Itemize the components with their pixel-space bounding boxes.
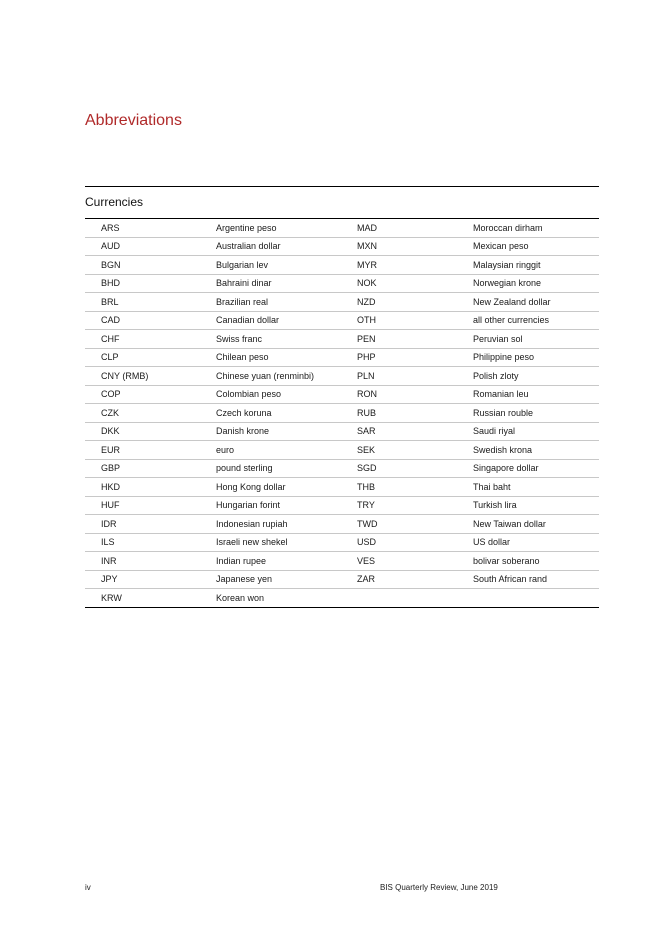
currency-code: TWD bbox=[357, 515, 473, 534]
currency-code: TRY bbox=[357, 496, 473, 515]
currencies-table bbox=[85, 186, 599, 608]
currency-code: SEK bbox=[357, 441, 473, 460]
currency-code: CHF bbox=[85, 330, 216, 349]
currency-name: Swiss franc bbox=[216, 330, 357, 349]
currency-code: PLN bbox=[357, 367, 473, 386]
currency-name: Colombian peso bbox=[216, 385, 357, 404]
currency-code: COP bbox=[85, 385, 216, 404]
table-row bbox=[85, 552, 599, 571]
currency-name bbox=[473, 589, 599, 607]
currency-code: VES bbox=[357, 552, 473, 571]
currency-name: Czech koruna bbox=[216, 404, 357, 423]
currency-name: Australian dollar bbox=[216, 237, 357, 256]
currency-code: CZK bbox=[85, 404, 216, 423]
currency-code: RON bbox=[357, 385, 473, 404]
currency-name: Turkish lira bbox=[473, 496, 599, 515]
currency-code: EUR bbox=[85, 441, 216, 460]
table-row bbox=[85, 459, 599, 478]
currency-name: Hungarian forint bbox=[216, 496, 357, 515]
table-row bbox=[85, 441, 599, 460]
table-row bbox=[85, 367, 599, 386]
currency-code: SAR bbox=[357, 422, 473, 441]
currency-name: Korean won bbox=[216, 589, 357, 607]
currency-code: CNY (RMB) bbox=[85, 367, 216, 386]
currency-code: OTH bbox=[357, 311, 473, 330]
currency-code: CAD bbox=[85, 311, 216, 330]
currency-code: PEN bbox=[357, 330, 473, 349]
currency-code: MYR bbox=[357, 256, 473, 275]
currency-name: Philippine peso bbox=[473, 348, 599, 367]
table-row bbox=[85, 330, 599, 349]
currency-code: KRW bbox=[85, 589, 216, 607]
table-caption: Currencies bbox=[85, 187, 599, 219]
currency-code: RUB bbox=[357, 404, 473, 423]
currency-code: ARS bbox=[101, 222, 120, 233]
currency-name: Malaysian ringgit bbox=[473, 256, 599, 275]
currency-rows bbox=[85, 219, 599, 607]
currency-code: HKD bbox=[85, 478, 216, 497]
table-row bbox=[85, 404, 599, 423]
currency-code: MXN bbox=[357, 237, 473, 256]
currency-name: Hong Kong dollar bbox=[216, 478, 357, 497]
table-row bbox=[85, 422, 599, 441]
currency-name: Moroccan dirham bbox=[473, 222, 543, 233]
currency-name: Danish krone bbox=[216, 422, 357, 441]
currency-name: New Taiwan dollar bbox=[473, 515, 599, 534]
table-row bbox=[85, 311, 599, 330]
table-row bbox=[85, 293, 599, 312]
page-title: Abbreviations bbox=[85, 112, 182, 129]
currency-name: Singapore dollar bbox=[473, 459, 599, 478]
table-row bbox=[85, 348, 599, 367]
currency-name: Brazilian real bbox=[216, 293, 357, 312]
currency-code: ZAR bbox=[357, 570, 473, 589]
currency-name: South African rand bbox=[473, 570, 599, 589]
currency-code bbox=[357, 589, 473, 607]
table-row bbox=[85, 219, 599, 237]
table-row bbox=[85, 256, 599, 275]
currency-name: Saudi riyal bbox=[473, 422, 599, 441]
currency-code: MAD bbox=[357, 222, 377, 233]
currency-name: Bulgarian lev bbox=[216, 256, 357, 275]
currency-list bbox=[85, 219, 599, 607]
currency-code: GBP bbox=[85, 459, 216, 478]
currency-code: BHD bbox=[85, 274, 216, 293]
currency-name: Peruvian sol bbox=[473, 330, 599, 349]
page-number: iv bbox=[85, 883, 91, 892]
table-row bbox=[85, 515, 599, 534]
currency-name: Canadian dollar bbox=[216, 311, 357, 330]
currency-name: Russian rouble bbox=[473, 404, 599, 423]
table-row bbox=[85, 570, 599, 589]
currency-code: NOK bbox=[357, 274, 473, 293]
currency-name: Israeli new shekel bbox=[216, 533, 357, 552]
currency-name: all other currencies bbox=[473, 311, 599, 330]
currency-code: USD bbox=[357, 533, 473, 552]
currency-name: New Zealand dollar bbox=[473, 293, 599, 312]
currency-name: Thai baht bbox=[473, 478, 599, 497]
currency-name: Swedish krona bbox=[473, 441, 599, 460]
table-row bbox=[85, 589, 599, 607]
table-row bbox=[85, 274, 599, 293]
currency-name: Romanian leu bbox=[473, 385, 599, 404]
currency-name: Japanese yen bbox=[216, 570, 357, 589]
currency-code: ILS bbox=[85, 533, 216, 552]
currency-name: Mexican peso bbox=[473, 237, 599, 256]
currency-name: pound sterling bbox=[216, 459, 357, 478]
currency-code: AUD bbox=[85, 237, 216, 256]
currency-name: Norwegian krone bbox=[473, 274, 599, 293]
currency-code: NZD bbox=[357, 293, 473, 312]
currency-name: bolivar soberano bbox=[473, 552, 599, 571]
currency-name: Indian rupee bbox=[216, 552, 357, 571]
currency-code: SGD bbox=[357, 459, 473, 478]
table-row bbox=[85, 385, 599, 404]
currency-name: Indonesian rupiah bbox=[216, 515, 357, 534]
currency-name: Polish zloty bbox=[473, 367, 599, 386]
currency-name: US dollar bbox=[473, 533, 599, 552]
currency-name: Chilean peso bbox=[216, 348, 357, 367]
table-row bbox=[85, 496, 599, 515]
currency-name: Bahraini dinar bbox=[216, 274, 357, 293]
currency-code: DKK bbox=[85, 422, 216, 441]
currency-code: INR bbox=[85, 552, 216, 571]
currency-code: CLP bbox=[85, 348, 216, 367]
publication-footer: BIS Quarterly Review, June 2019 bbox=[380, 883, 498, 892]
currency-code: IDR bbox=[85, 515, 216, 534]
currency-code: BGN bbox=[85, 256, 216, 275]
currency-code: PHP bbox=[357, 348, 473, 367]
currency-code: JPY bbox=[85, 570, 216, 589]
currency-name: euro bbox=[216, 441, 357, 460]
table-row bbox=[85, 237, 599, 256]
currency-name: Argentine peso bbox=[216, 222, 277, 233]
currency-name: Chinese yuan (renminbi) bbox=[216, 367, 357, 386]
table-row bbox=[85, 478, 599, 497]
table-row bbox=[85, 533, 599, 552]
currency-code: HUF bbox=[85, 496, 216, 515]
currency-code: THB bbox=[357, 478, 473, 497]
currency-code: BRL bbox=[85, 293, 216, 312]
